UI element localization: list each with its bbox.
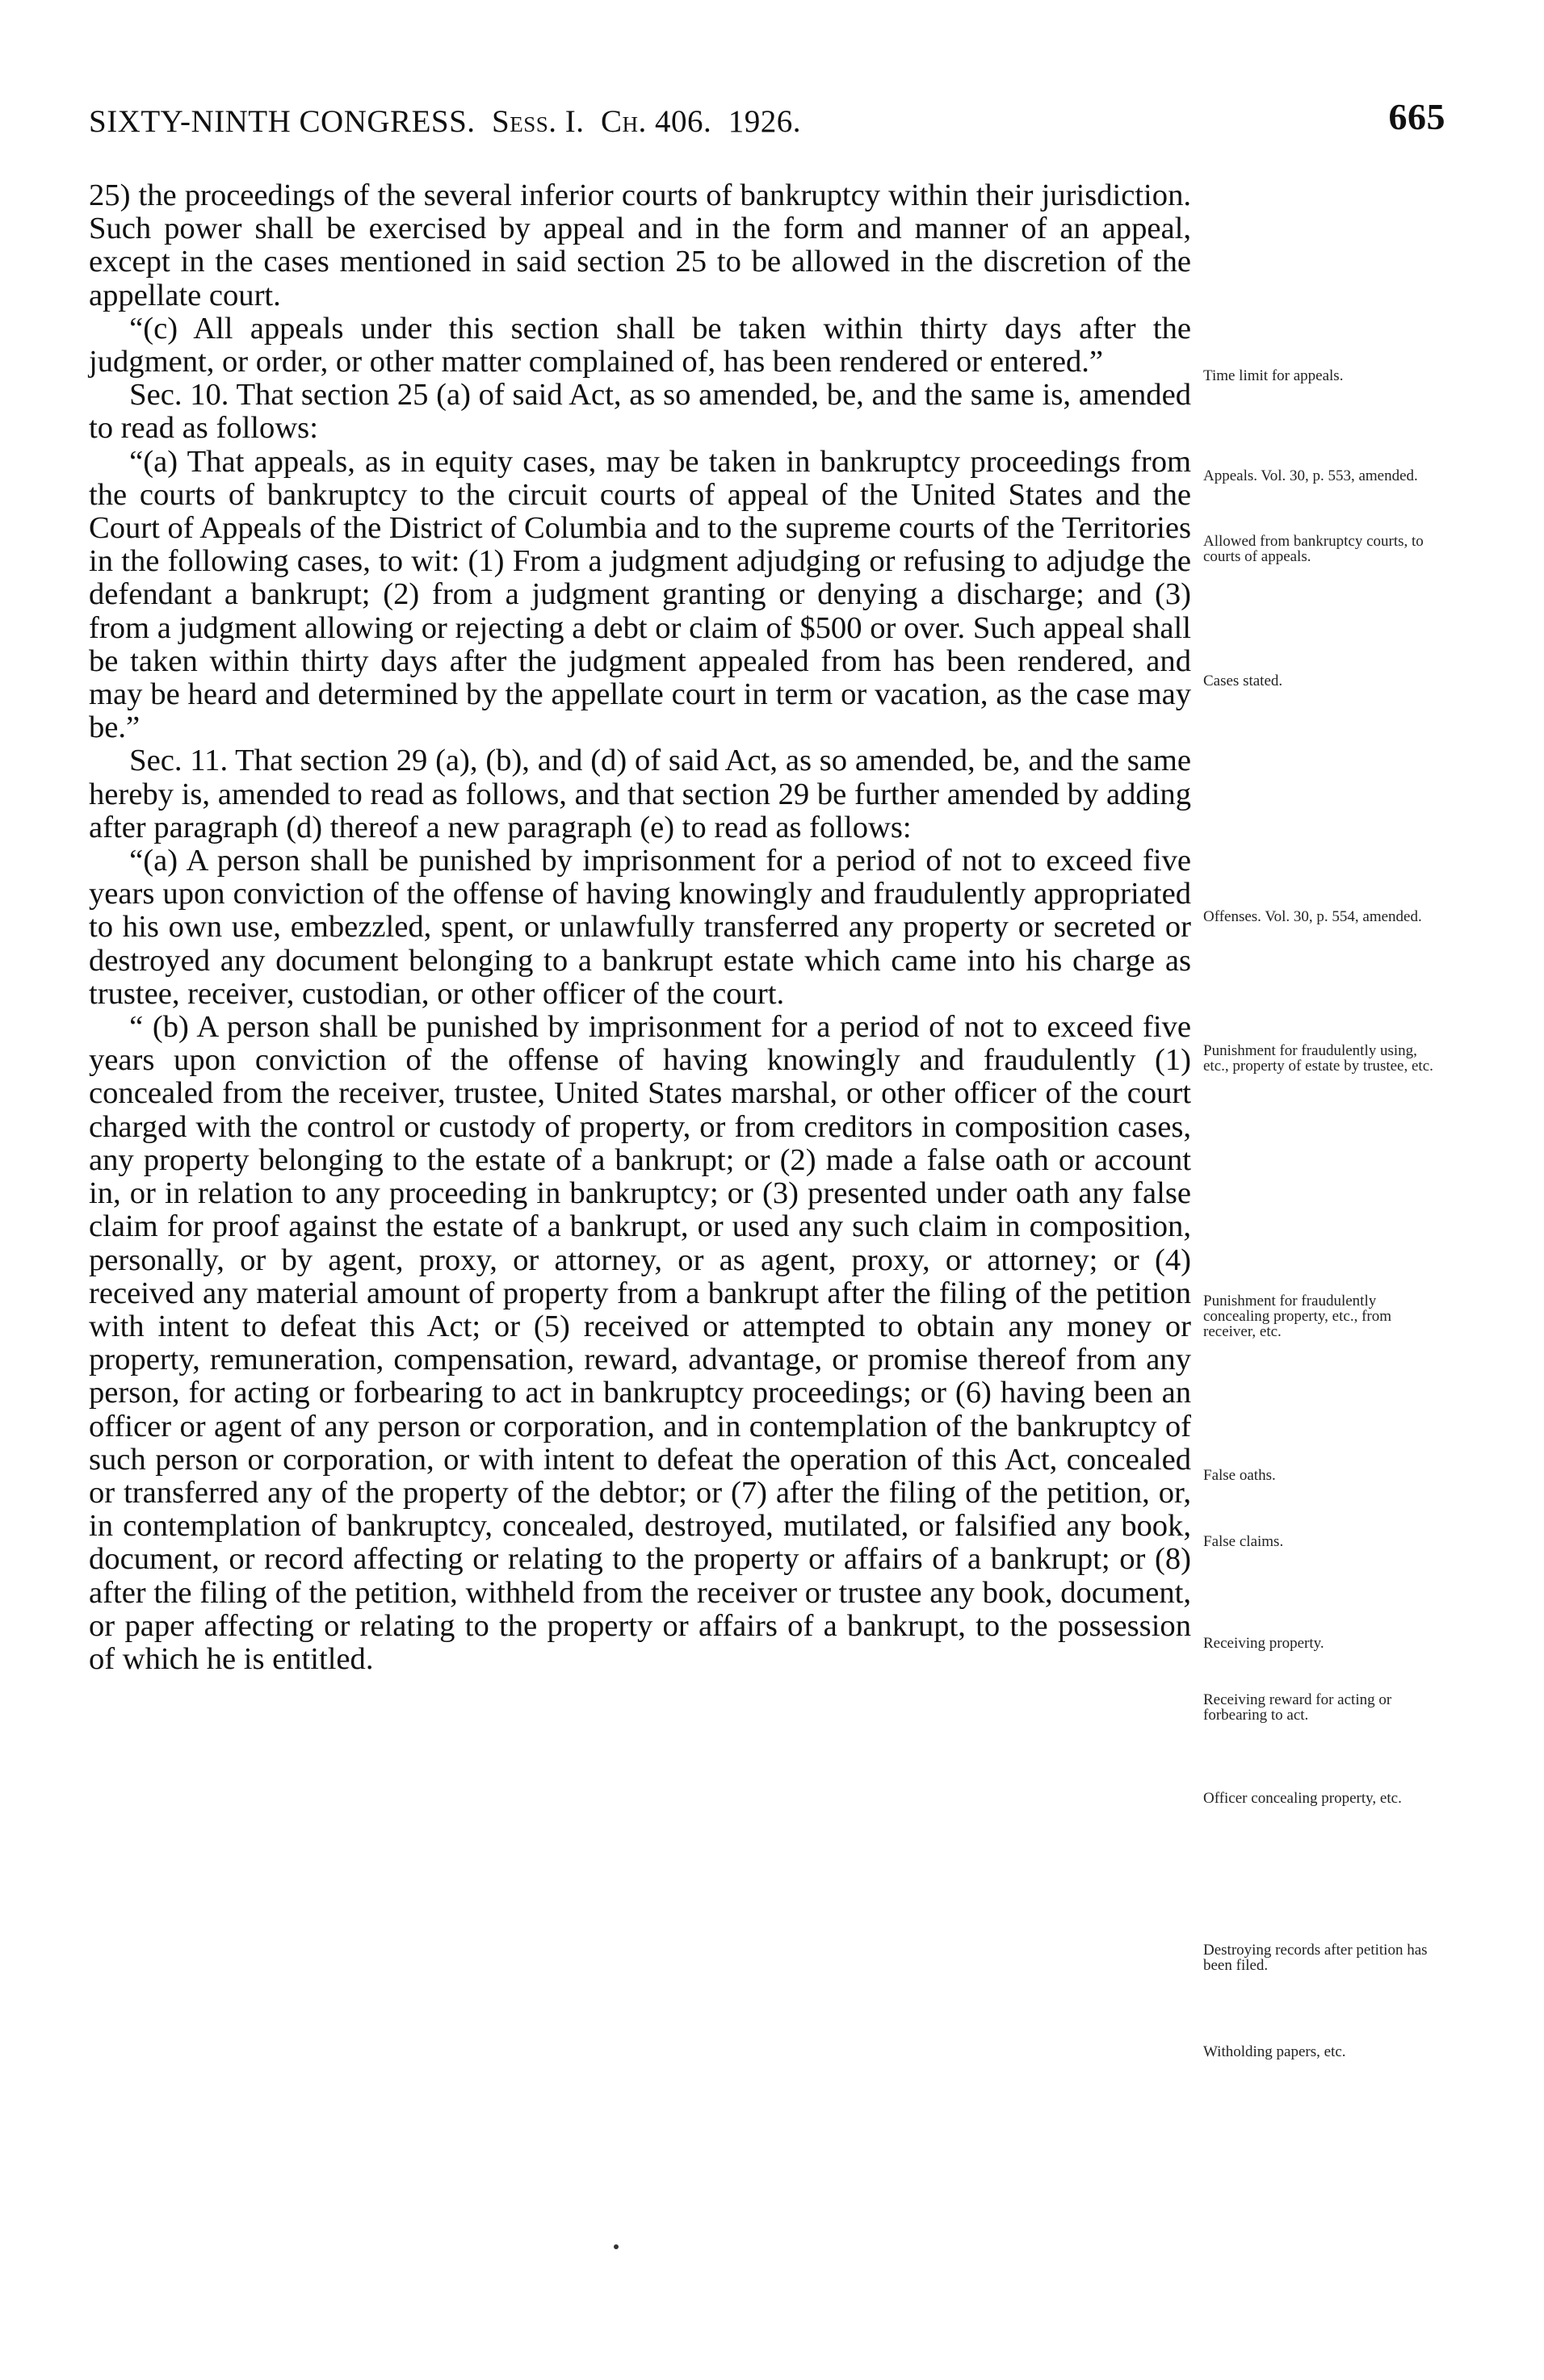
running-header [89, 95, 1445, 147]
paragraph-continuation: 25) the proceedings of the several inferior courts of bankruptcy within their jurisdiction. Such power shall be exercised by appeal and in the form and manner of an appeal, except in the cases mentioned in said section 25 to be allowed in the discretion of the appellate court. [89, 178, 1191, 312]
margin-note-officer-concealing: Officer concealing property, etc. [1203, 1790, 1402, 1807]
margin-note-time-limit: Time limit for appeals. [1203, 367, 1344, 384]
paragraph-offense-b: “ (b) A person shall be punished by imprisonment for a period of not to exceed five years upon conviction of the offense of having knowingly and fraudulently (1) concealed from the receiver, trustee, United States marshal, or other officer of the court charged with the control or custody of property, or from creditors in composition cases, any property belonging to the estate of a bankrupt; or (2) made a false oath or account in, or in relation to any proceeding in bankruptcy; or (3) presented under oath any false claim for proof against the estate of a bankrupt, or used any such claim in composition, personally, or by agent, proxy, or attorney, or as agent, proxy, or attorney; or (4) received any material amount of property from a bankrupt after the filing of the petition with intent to defeat this Act; or (5) received or attempted to obtain any money or property, remuneration, compensation, reward, advantage, or promise thereof from any person, for acting or forbearing to act in bankruptcy proceedings; or (6) having been an officer or agent of any person or corporation, and in contemplation of the bankruptcy of such person or corporation, or with intent to defeat the operation of this Act, concealed or transferred any of the property of the debtor; or (7) after the filing of the petition, or, in contemplation of bankruptcy, concealed, destroyed, mutilated, or falsified any book, document, or record affecting or relating to the property or affairs of a bankrupt; or (8) after the filing of the petition, withheld from the receiver or trustee any book, document, or paper affecting or relating to the property or affairs of a bankrupt, to the possession of which he is entitled. [89, 1010, 1191, 1676]
margin-note-punishment-concealing: Punishment for fraudulently concealing property, etc., from receiver, etc. [1203, 1293, 1392, 1340]
margin-note-false-claims: False claims. [1203, 1533, 1284, 1550]
margin-note-allowed: Allowed from bankruptcy courts, to courts of appeals. [1203, 533, 1424, 565]
margin-note-cases-stated: Cases stated. [1203, 673, 1283, 689]
margin-note-false-oaths: False oaths. [1203, 1467, 1276, 1484]
header-title [89, 103, 801, 140]
margin-note-destroying-records: Destroying records after petition has been filed. [1203, 1942, 1428, 1974]
paragraph-offense-a: “(a) A person shall be punished by imprisonment for a period of not to exceed five years upon conviction of the offense of having knowingly and fraudulently appropriated to his own use, embezzled, spent, or unlawfully transferred any property or secreted or destroyed any document belonging to a bankrupt estate which came into his charge as trustee, receiver, custodian, or other officer of the court. [89, 844, 1191, 1011]
header-session: Sess. I. [492, 104, 585, 139]
paragraph-section-11: Sec. 11. That section 29 (a), (b), and (d) of said Act, as so amended, be, and the same hereby is, amended to read as follows, and that section 29 be further amended by adding after paragraph (d) thereof a new paragraph (e) to read as follows: [89, 744, 1191, 844]
header-congress: SIXTY-NINTH CONGRESS. [89, 104, 476, 139]
margin-note-punishment-trustee: Punishment for fraudulently using, etc., property of estate by trustee, etc. [1203, 1042, 1433, 1075]
margin-note-receiving-property: Receiving property. [1203, 1635, 1324, 1652]
margin-note-receiving-reward: Receiving reward for acting or forbearing to act. [1203, 1691, 1392, 1724]
header-year: 1926. [728, 104, 801, 139]
paragraph-appeals-time-limit: “(c) All appeals under this section shall be taken within thirty days after the judgment, or order, or other matter complained of, has been rendered or entered.” [89, 311, 1191, 379]
paragraph-appeals-allowed: “(a) That appeals, as in equity cases, may be taken in bankruptcy proceedings from the courts of bankruptcy to the circuit courts of appeal of the United States and the Court of Appeals of the District of Columbia and to the supreme courts of the Territories in the following cases, to wit: (1) From a judgment adjudging or refusing to adjudge the defendant a bankrupt; (2) from a judgment granting or denying a discharge; and (3) from a judgment allowing or rejecting a debt or claim of $500 or over. Such appeal shall be taken within thirty days after the judgment appealed from has been rendered, and may be heard and determined by the appellate court in term or vacation, as the case may be.” [89, 444, 1191, 745]
statute-body [89, 179, 1191, 1676]
margin-note-offenses: Offenses. Vol. 30, p. 554, amended. [1203, 908, 1422, 925]
header-chapter: Ch. 406. [600, 104, 712, 139]
page-number: 665 [1388, 96, 1445, 137]
paragraph-section-10: Sec. 10. That section 25 (a) of said Act, as so amended, be, and the same is, amended to read as follows: [89, 378, 1191, 446]
margin-note-withholding-papers: Witholding papers, etc. [1203, 2043, 1346, 2060]
margin-note-appeals: Appeals. Vol. 30, p. 553, amended. [1203, 467, 1418, 484]
stray-mark [614, 2244, 619, 2249]
